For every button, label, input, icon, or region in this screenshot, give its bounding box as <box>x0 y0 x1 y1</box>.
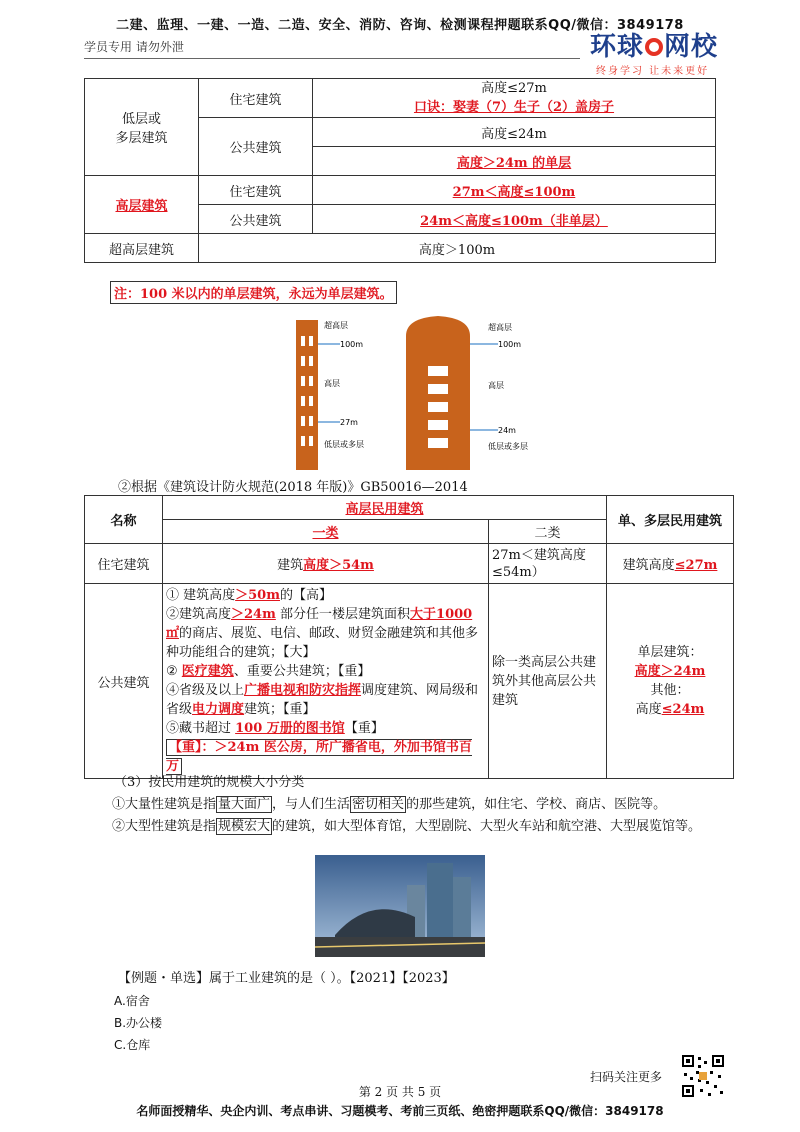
left-low-label: 低层或多层 <box>324 440 364 449</box>
logo-text-a: 环球 <box>590 32 645 62</box>
large-building-photo <box>315 855 485 957</box>
row-residential: 住宅建筑 <box>85 544 163 584</box>
right-low-label: 低层或多层 <box>488 442 528 451</box>
low-multi-label: 低层或 多层建筑 <box>85 79 199 176</box>
pub-low-3: 其他： <box>650 683 690 698</box>
public-label-2: 公共建筑 <box>199 205 313 234</box>
top-contact-line: 二建、监理、一建、一造、二造、安全、消防、咨询、检测课程押题联系QQ/微信：3849178 <box>116 18 684 33</box>
footer-contact-line: 名师面授精华、央企内训、考点串讲、习题模考、考前三页纸、绝密押题联系QQ/微信：3849178 <box>136 1104 664 1118</box>
header-divider <box>84 58 580 59</box>
standard-caption: ②根据《建筑设计防火规范(2018 年版)》GB50016—2014 <box>118 480 468 495</box>
col-class2-header: 二类 <box>489 520 607 544</box>
res-c1-prefix: 建筑 <box>277 558 304 573</box>
col-class1-header: 一类 <box>312 526 339 541</box>
logo-slogan: 终身学习 让未来更好 <box>596 66 710 77</box>
left-high-label: 高层 <box>324 379 340 388</box>
residential-label-2: 住宅建筑 <box>199 176 313 205</box>
page-number: 第 2 页 共 5 页 <box>358 1085 442 1099</box>
option-a: A.宿舍 <box>114 994 150 1008</box>
pub-c1-cell: ① 建筑高度＞50m的【高】 ②建筑高度＞24m 部分任一楼层建筑面积大于1000 ㎡的商店、展览、电信、邮政、财贸金融建筑和其他多种功能组合的建筑；【大】 ② 医疗建筑、重要公共建筑；【重】 ④省级及以上广播电视和防灾指挥调度建筑、网局级和省级电力调度建筑；【重】 ⑤藏书超过 100 万册的图书馆【重】 【重】：＞24m 医公房，所广播省电，外加书馆书百万 <box>163 584 489 779</box>
option-c: C.仓库 <box>114 1038 151 1052</box>
left-super-high-label: 超高层 <box>324 321 348 330</box>
student-note: 学员专用 请勿外泄 <box>84 40 184 54</box>
paragraph-large-buildings: ②大型性建筑是指 规模宏大 的建筑，如大型体育馆，大型剧院、大型火车站和航空港、大型展览馆等。 <box>112 819 702 834</box>
brand-logo <box>590 32 740 77</box>
residential-label: 住宅建筑 <box>199 79 313 118</box>
logo-ring-icon <box>645 38 663 56</box>
right-high-label: 高层 <box>488 381 504 390</box>
public-label: 公共建筑 <box>199 118 313 176</box>
qr-label: 扫码关注更多 <box>590 1070 663 1084</box>
pub-low-4: 高度 <box>635 702 662 717</box>
pub-low-1: 单层建筑： <box>637 645 703 660</box>
pub-low-value: 高度≤24m <box>313 118 716 147</box>
pub-low-value-2: 高度＞24m 的单层 <box>456 155 572 171</box>
row-public: 公共建筑 <box>85 584 163 779</box>
res-c1-value: 高度＞54m <box>303 558 374 573</box>
res-low-prefix: 建筑高度 <box>622 558 675 573</box>
right-super-high-label: 超高层 <box>488 323 512 332</box>
mnemonic-important: 【重】：＞24m 医公房，所广播省电，外加书馆书百万 <box>166 740 472 774</box>
left-100m-label: 100m <box>340 340 364 349</box>
paragraph-mass-buildings: ①大量性建筑是指 量大面广 ，与人们生活 密切相关 的那些建筑，如住宅、学校、商店、医院等。 <box>112 797 667 812</box>
logo-text-b: 网校 <box>664 32 719 62</box>
res-c2-value: 27m＜建筑高度≤54m） <box>489 544 607 584</box>
pub-low-2: 高度＞24m <box>634 664 706 679</box>
fire-code-table <box>84 495 734 779</box>
res-low-value: 高度≤27m <box>481 81 547 96</box>
col-low-header: 单、多层民用建筑 <box>607 496 734 544</box>
question-title: 【例题・单选】属于工业建筑的是（ ）。【2021】【2023】 <box>118 971 455 986</box>
mnemonic: 口诀：娶妻（7）生子（2）盖房子 <box>413 100 615 115</box>
res-high-value: 27m＜高度≤100m <box>452 184 576 200</box>
building-height-illustration <box>288 312 558 472</box>
super-high-value: 高度＞100m <box>199 234 716 263</box>
left-27m-label: 27m <box>340 418 358 427</box>
super-high-label: 超高层建筑 <box>85 234 199 263</box>
right-24m-label: 24m <box>498 426 516 435</box>
pub-low-5: ≤24m <box>661 702 705 717</box>
section-heading: （3）按民用建筑的规模大小分类 <box>114 775 305 790</box>
pub-c2-value: 除一类高层公共建筑外其他高层公共建筑 <box>489 584 607 779</box>
col-high-header: 高层民用建筑 <box>345 502 424 517</box>
left-tower <box>296 320 318 470</box>
note-single-storey: 注：100 米以内的单层建筑，永远为单层建筑。 <box>110 281 397 304</box>
res-low-value: ≤27m <box>674 558 718 573</box>
right-100m-label: 100m <box>498 340 522 349</box>
high-rise-label: 高层建筑 <box>115 199 168 214</box>
col-name-header: 名称 <box>85 496 163 544</box>
option-b: B.办公楼 <box>114 1016 163 1030</box>
pub-high-value: 24m＜高度≤100m（非单层） <box>420 213 608 229</box>
height-classification-table <box>84 78 716 263</box>
